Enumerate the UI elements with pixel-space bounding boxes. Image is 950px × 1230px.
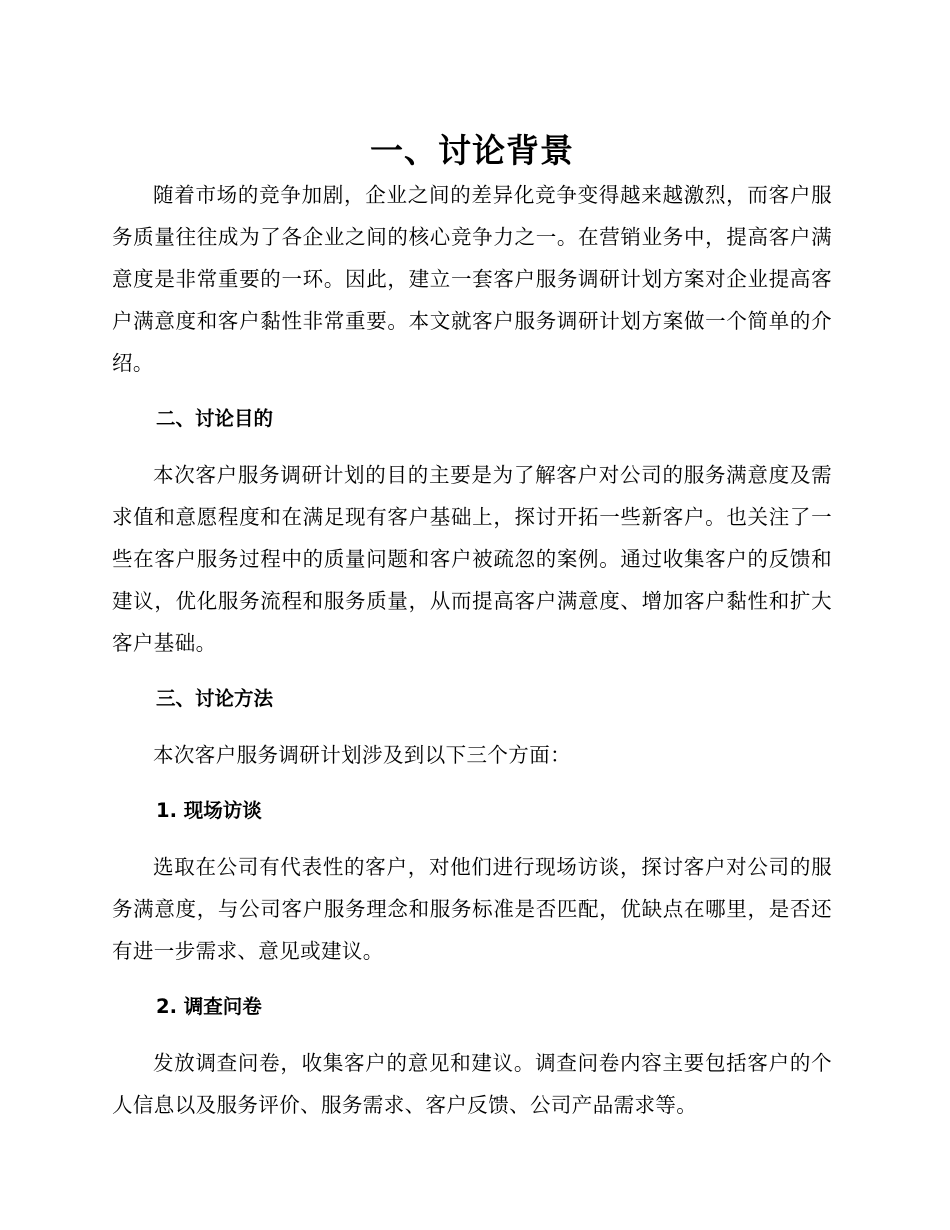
spacer (112, 776, 832, 790)
document-body (112, 128, 832, 1126)
page-title: 一、讨论背景 (370, 131, 574, 170)
item2-heading: 2. 调查问卷 (156, 995, 262, 1018)
spacer (112, 384, 832, 398)
spacer (112, 1028, 832, 1042)
spacer (112, 972, 832, 986)
background-paragraph: 随着市场的竞争加剧，企业之间的差异化竞争变得越来越激烈，而客户服务质量往往成为了各企业之间的核心竞争力之一。在营销业务中，提高客户满意度是非常重要的一环。因此，建立一套客户服务调研计划方案对企业提高客户满意度和客户黏性非常重要。本文就客户服务调研计划方案做一个简单的介绍。 (112, 183, 832, 375)
spacer (112, 440, 832, 454)
item1-heading: 1. 现场访谈 (156, 799, 262, 822)
method-heading: 三、讨论方法 (156, 687, 274, 710)
spacer (112, 832, 832, 846)
item2-paragraph: 发放调查问卷，收集客户的意见和建议。调查问卷内容主要包括客户的个人信息以及服务评价、服务需求、客户反馈、公司产品需求等。 (112, 1051, 832, 1117)
purpose-heading: 二、讨论目的 (156, 407, 274, 430)
item1-paragraph: 选取在公司有代表性的客户，对他们进行现场访谈，探讨客户对公司的服务满意度，与公司客户服务理念和服务标准是否匹配，优缺点在哪里，是否还有进一步需求、意见或建议。 (112, 855, 832, 963)
spacer (112, 720, 832, 734)
spacer (112, 664, 832, 678)
method-intro-paragraph: 本次客户服务调研计划涉及到以下三个方面： (153, 743, 571, 767)
purpose-paragraph: 本次客户服务调研计划的目的主要是为了解客户对公司的服务满意度及需求值和意愿程度和在满足现有客户基础上，探讨开拓一些新客户。也关注了一些在客户服务过程中的质量问题和客户被疏忽的案例。通过收集客户的反馈和建议，优化服务流程和服务质量，从而提高客户满意度、增加客户黏性和扩大客户基础。 (112, 463, 832, 655)
